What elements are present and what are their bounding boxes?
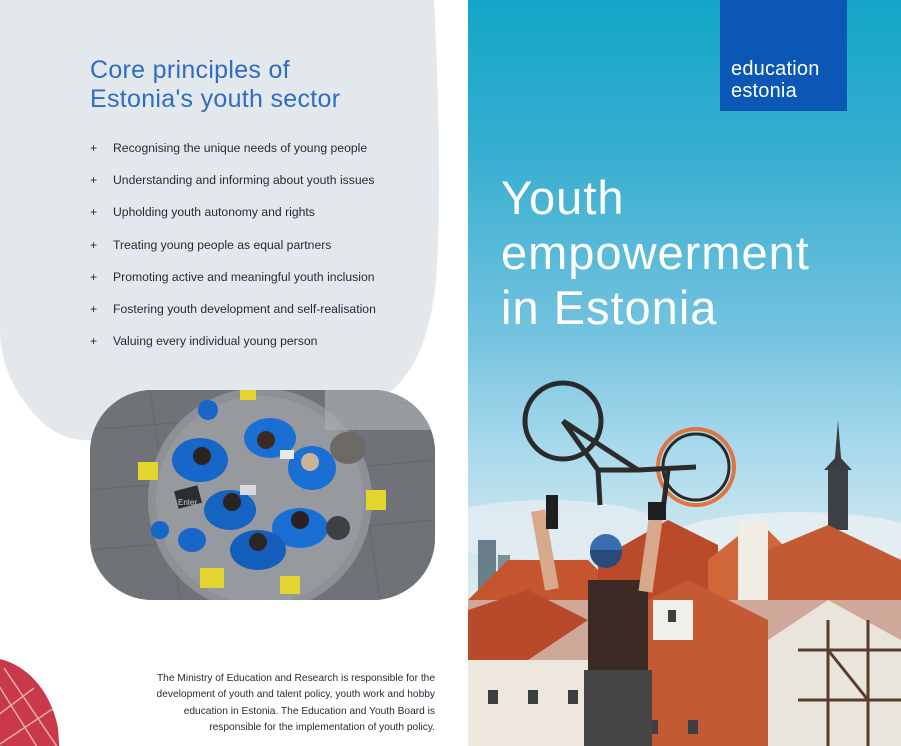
photo-illustration bbox=[90, 390, 435, 600]
plus-icon: + bbox=[90, 301, 98, 316]
plus-icon: + bbox=[90, 237, 98, 252]
principles-heading bbox=[90, 56, 430, 114]
plus-icon: + bbox=[90, 173, 98, 188]
cover-panel bbox=[468, 0, 901, 746]
principle-text: Fostering youth development and self-realisation bbox=[113, 301, 376, 316]
footer-paragraph: The Ministry of Education and Research is responsible for the development of youth and talent policy, youth work and hobby education in Estonia. The Education and Youth Board is responsible for the implementation of youth policy. bbox=[156, 673, 435, 734]
principle-text: Upholding youth autonomy and rights bbox=[113, 205, 315, 220]
plus-icon: + bbox=[90, 141, 98, 155]
principle-item bbox=[90, 235, 430, 267]
principle-item bbox=[90, 202, 430, 234]
title-line-3: in Estonia bbox=[501, 281, 718, 334]
youth-group-photo bbox=[90, 390, 435, 600]
cover-title bbox=[501, 170, 891, 335]
heading-line-1: Core principles of bbox=[90, 56, 290, 84]
plus-icon: + bbox=[90, 205, 98, 220]
principle-text: Recognising the unique needs of young people bbox=[113, 141, 368, 155]
education-estonia-logo bbox=[720, 0, 847, 111]
title-line-1: Youth bbox=[501, 171, 625, 224]
principle-item bbox=[90, 299, 430, 331]
plus-icon: + bbox=[90, 269, 98, 284]
principle-item bbox=[90, 138, 430, 170]
principle-text: Valuing every individual young person bbox=[113, 334, 318, 349]
principle-item bbox=[90, 170, 430, 202]
plus-icon: + bbox=[90, 334, 98, 349]
principle-text: Understanding and informing about youth issues bbox=[113, 173, 375, 188]
heading-line-2: Estonia's youth sector bbox=[90, 85, 341, 113]
corner-image-fragment bbox=[0, 658, 64, 746]
title-line-2: empowerment bbox=[501, 226, 810, 279]
principles-list bbox=[90, 138, 430, 363]
logo-text-line-2: estonia bbox=[731, 80, 797, 102]
principle-item bbox=[90, 331, 430, 363]
logo-text-line-1: education bbox=[731, 58, 820, 80]
principle-text: Treating young people as equal partners bbox=[113, 237, 332, 252]
city-rooftop-scene bbox=[468, 0, 901, 746]
principle-item bbox=[90, 267, 430, 299]
principle-text: Promoting active and meaningful youth inclusion bbox=[113, 269, 375, 284]
photo-mat-label: Enter bbox=[178, 498, 198, 507]
